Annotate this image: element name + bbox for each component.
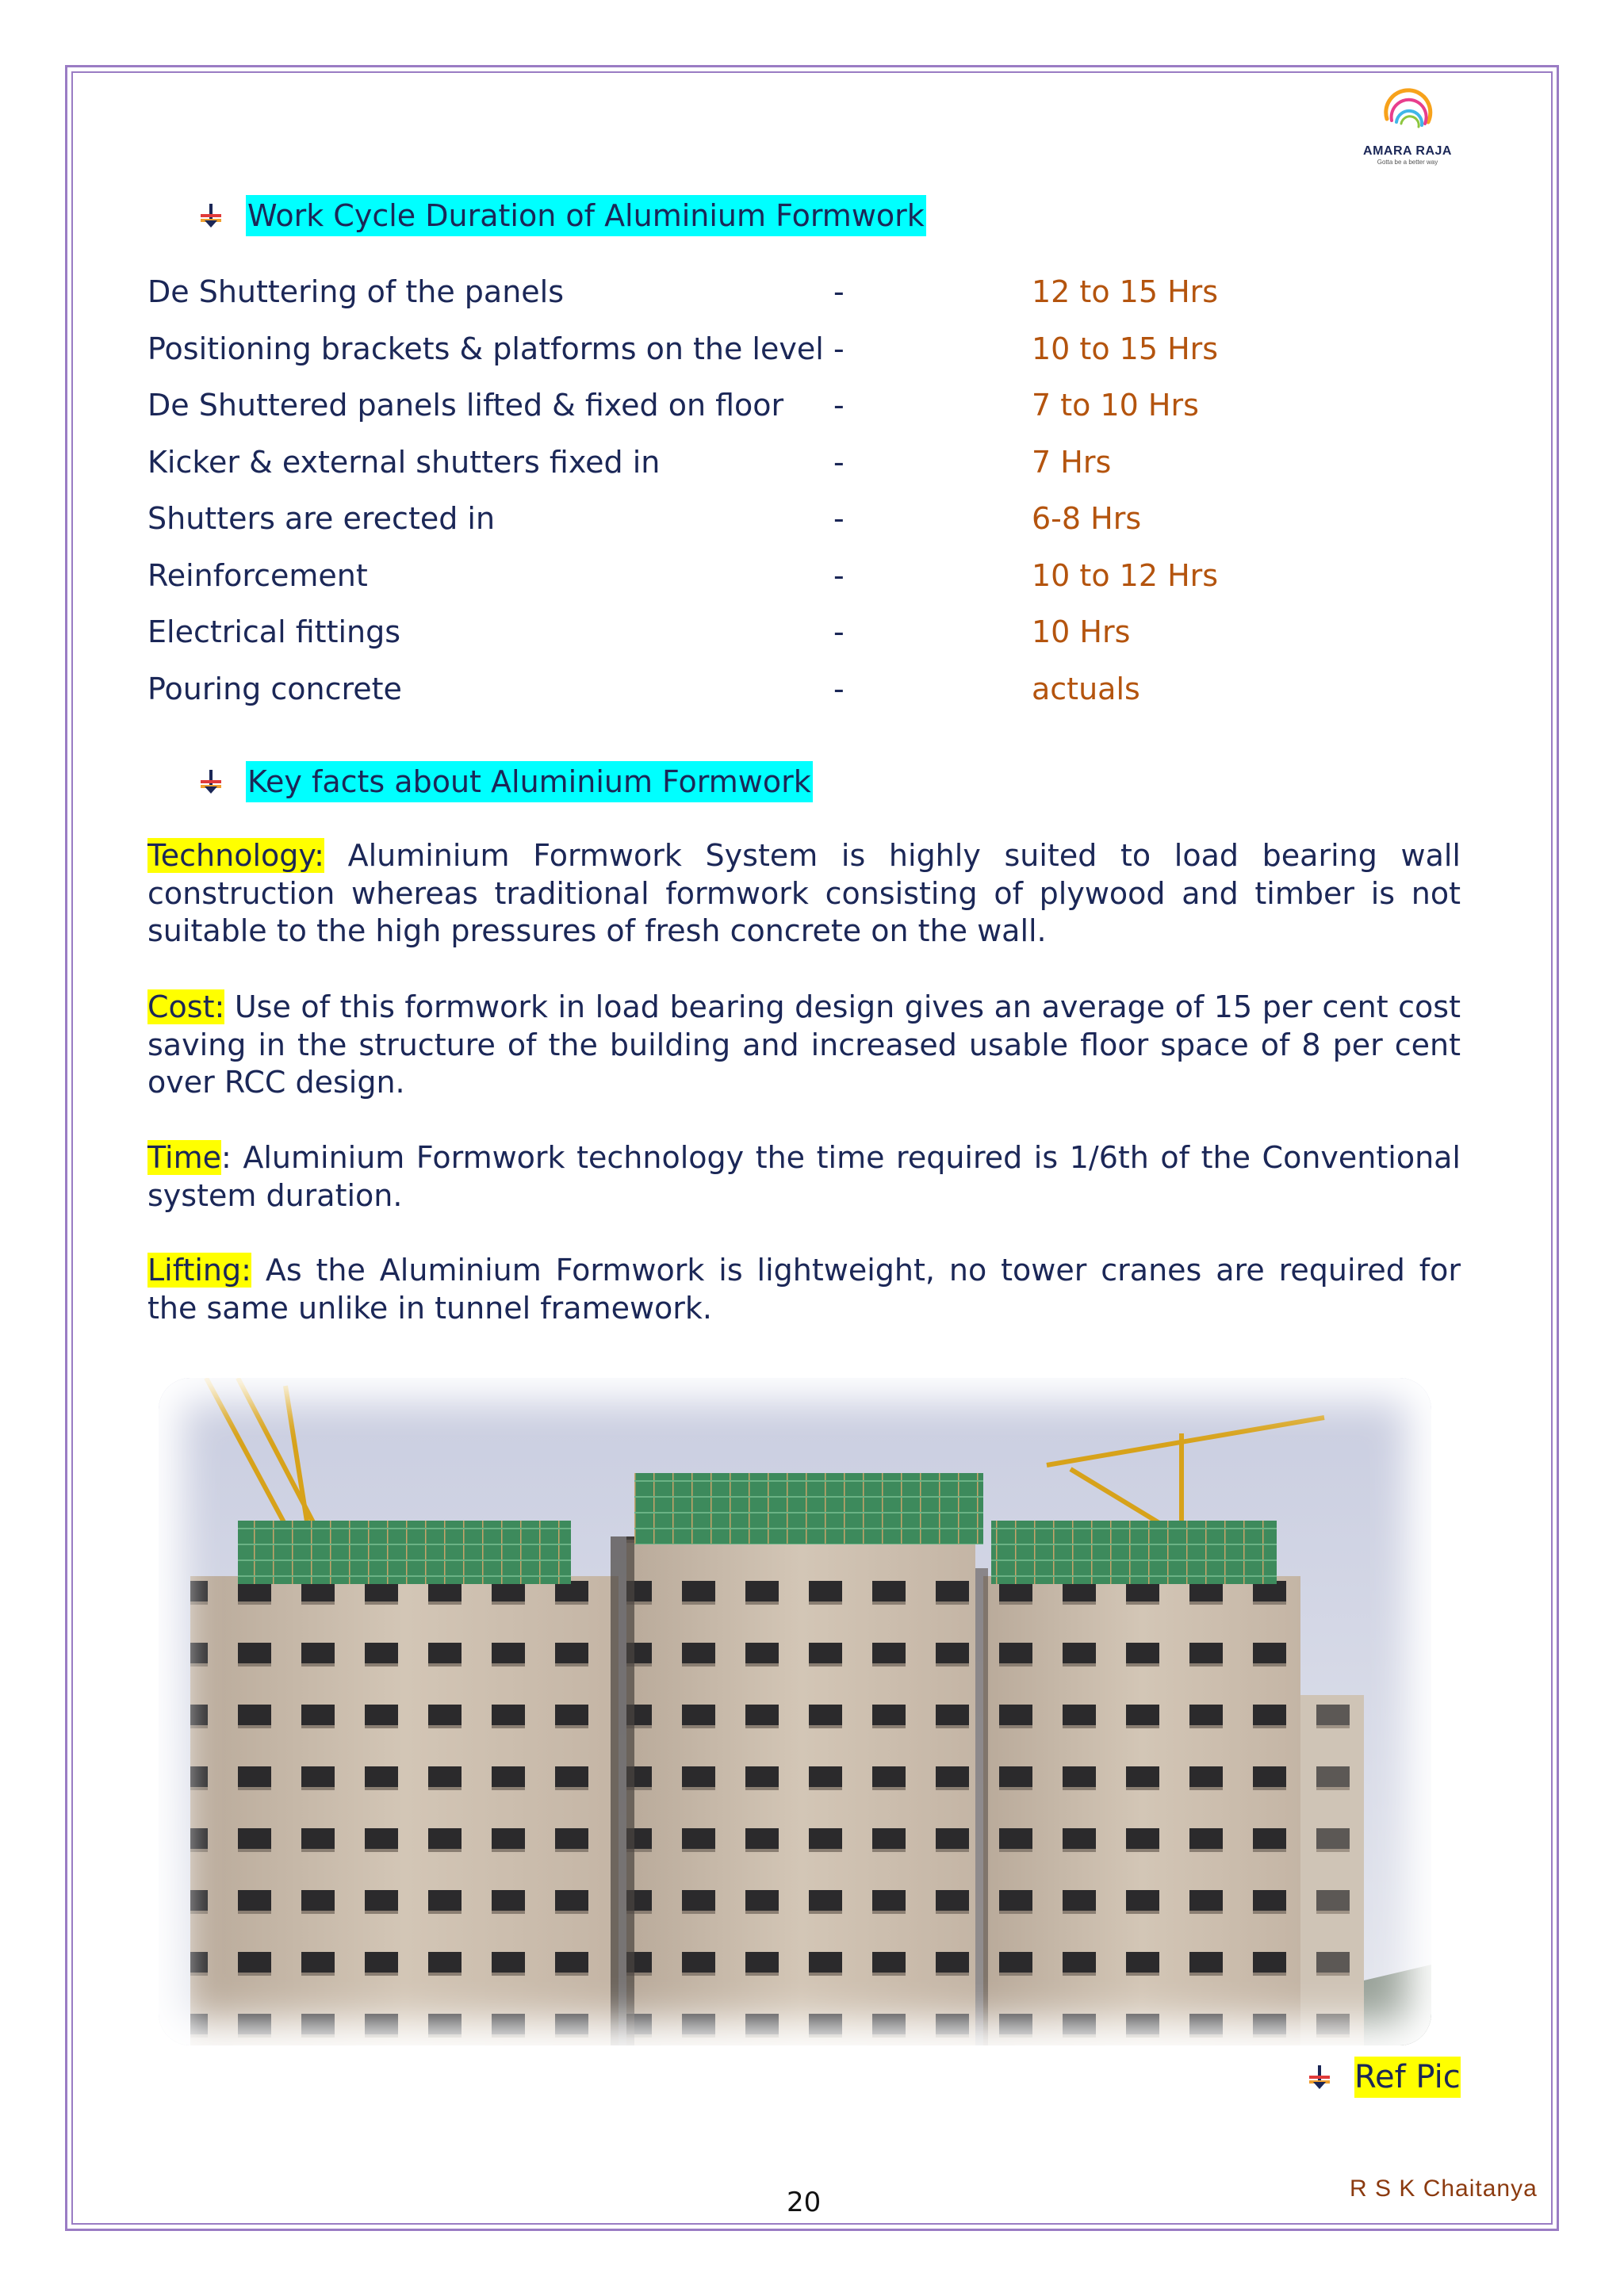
fact-text: Use of this formwork in load bearing design gives an average of 15 per cent cost saving in the structure of the building and increased usable floor space of 8 per cent over RCC design. [147, 989, 1461, 1100]
heading-text: Work Cycle Duration of Aluminium Formwork [246, 195, 926, 236]
building-illustration [159, 1378, 1431, 2045]
heading-text: Key facts about Aluminium Formwork [246, 761, 813, 802]
arrow-bullet-icon [197, 767, 225, 796]
logo-tagline: Gotta be a better way [1377, 159, 1438, 166]
task-cell: Electrical fittings [147, 614, 401, 649]
duration-cell: 10 to 15 Hrs [1032, 331, 1219, 366]
table-row [147, 383, 1258, 440]
separator-cell: - [833, 614, 845, 649]
fact-time [147, 1139, 1461, 1215]
duration-cell: 6-8 Hrs [1032, 501, 1142, 536]
footer-author: R S K Chaitanya [1350, 2175, 1538, 2202]
table-row [147, 327, 1258, 384]
separator-cell: - [833, 331, 845, 366]
figure-caption [1305, 2057, 1461, 2098]
table-row [147, 553, 1258, 610]
fact-label: Technology: [147, 838, 324, 873]
duration-cell: 10 Hrs [1032, 614, 1131, 649]
task-cell: Shutters are erected in [147, 501, 496, 536]
logo-name: AMARA RAJA [1363, 144, 1452, 158]
fact-cost [147, 989, 1461, 1102]
fact-text: : Aluminium Formwork technology the time required is 1/6th of the Conventional system duration. [147, 1140, 1461, 1213]
duration-cell: 10 to 12 Hrs [1032, 557, 1219, 593]
fact-label: Lifting: [147, 1253, 251, 1288]
company-logo [1348, 87, 1467, 174]
fact-text: Aluminium Formwork System is highly suited to load bearing wall construction whereas traditional formwork consisting of plywood and timber is not suitable to the high pressures of fresh concrete on the wall. [147, 838, 1461, 948]
task-cell: Pouring concrete [147, 671, 402, 706]
duration-cell: actuals [1032, 671, 1140, 706]
logo-swirl-icon [1376, 87, 1439, 143]
separator-cell: - [833, 444, 845, 480]
table-row [147, 667, 1258, 724]
work-cycle-table [147, 270, 1258, 723]
arrow-bullet-icon [1305, 2063, 1334, 2091]
fact-lifting [147, 1252, 1461, 1327]
task-cell: De Shuttering of the panels [147, 274, 565, 309]
fact-text: As the Aluminium Formwork is lightweight, no tower cranes are required for the same unlike in tunnel framework. [147, 1253, 1461, 1326]
page-number: 20 [787, 2187, 822, 2218]
duration-cell: 7 to 10 Hrs [1032, 388, 1199, 423]
separator-cell: - [833, 501, 845, 536]
separator-cell: - [833, 388, 845, 423]
separator-cell: - [833, 557, 845, 593]
task-cell: Kicker & external shutters fixed in [147, 444, 661, 480]
table-row [147, 496, 1258, 553]
section-heading-work-cycle [197, 195, 926, 236]
building-photo [159, 1378, 1431, 2045]
table-row [147, 270, 1258, 327]
task-cell: Reinforcement [147, 557, 368, 593]
table-row [147, 440, 1258, 497]
arrow-bullet-icon [197, 201, 225, 230]
duration-cell: 7 Hrs [1032, 444, 1112, 480]
fact-technology [147, 837, 1461, 951]
fact-label: Time [147, 1140, 221, 1175]
caption-text: Ref Pic [1354, 2057, 1461, 2098]
task-cell: Positioning brackets & platforms on the level [147, 331, 824, 366]
fact-label: Cost: [147, 989, 225, 1024]
table-row [147, 610, 1258, 667]
separator-cell: - [833, 274, 845, 309]
duration-cell: 12 to 15 Hrs [1032, 274, 1219, 309]
section-heading-key-facts [197, 761, 813, 802]
task-cell: De Shuttered panels lifted & fixed on floor [147, 388, 784, 423]
separator-cell: - [833, 671, 845, 706]
